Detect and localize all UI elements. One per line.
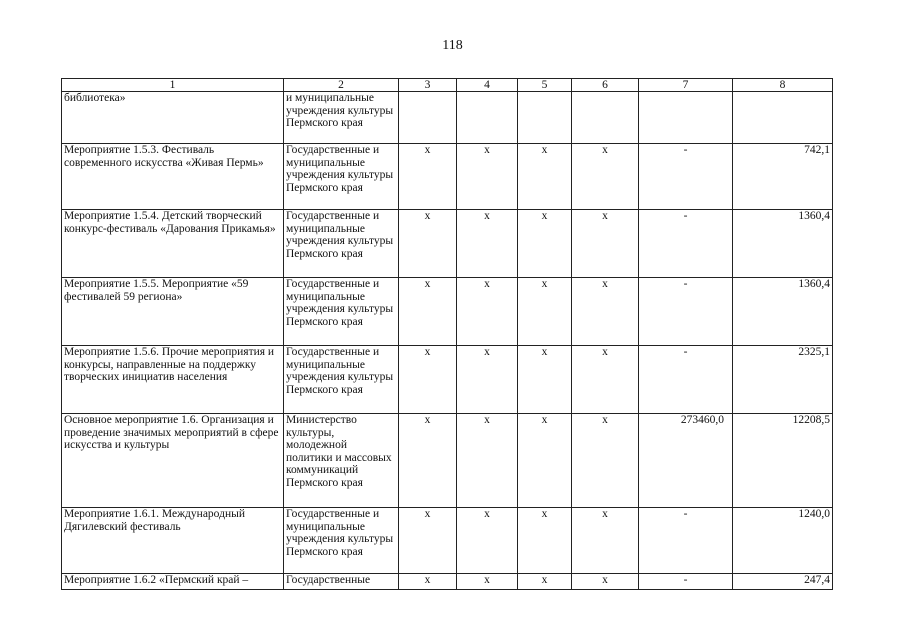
table-row — [62, 144, 833, 210]
col3-cell: х — [399, 144, 457, 210]
col8-cell: 1360,4 — [733, 278, 833, 346]
table-row — [62, 414, 833, 508]
table-row — [62, 210, 833, 278]
col-header-8: 8 — [733, 79, 833, 92]
col8-cell: 247,4 — [733, 574, 833, 590]
executor-cell: Государственные и муниципальные учреждения культуры Пермского края — [284, 278, 399, 346]
col5-cell: х — [518, 414, 572, 508]
col8-cell: 1360,4 — [733, 210, 833, 278]
event-name-cell: Мероприятие 1.5.6. Прочие мероприятия и конкурсы, направленные на поддержку творческих инициатив населения — [62, 346, 284, 414]
col6-cell: х — [572, 278, 639, 346]
col-header-2: 2 — [284, 79, 399, 92]
executor-cell: Государственные — [284, 574, 399, 590]
col7-cell — [639, 92, 733, 144]
col3-cell: х — [399, 278, 457, 346]
col5-cell: х — [518, 574, 572, 590]
event-name-cell: Мероприятие 1.6.2 «Пермский край – — [62, 574, 284, 590]
col7-cell: 273460,0 — [639, 414, 733, 508]
col4-cell: х — [457, 508, 518, 574]
event-name-cell: Мероприятие 1.6.1. Международный Дягилевский фестиваль — [62, 508, 284, 574]
col8-cell: 12208,5 — [733, 414, 833, 508]
col3-cell: х — [399, 210, 457, 278]
table-row — [62, 92, 833, 144]
col8-cell: 2325,1 — [733, 346, 833, 414]
col-header-6: 6 — [572, 79, 639, 92]
executor-cell: и муниципальные учреждения культуры Пермского края — [284, 92, 399, 144]
col3-cell — [399, 92, 457, 144]
col5-cell: х — [518, 508, 572, 574]
executor-cell: Государственные и муниципальные учреждения культуры Пермского края — [284, 210, 399, 278]
table-row — [62, 508, 833, 574]
col5-cell — [518, 92, 572, 144]
col3-cell: х — [399, 574, 457, 590]
col7-cell: - — [639, 508, 733, 574]
col7-cell: - — [639, 278, 733, 346]
col5-cell: х — [518, 278, 572, 346]
event-name-cell: Мероприятие 1.5.4. Детский творческий конкурс-фестиваль «Дарования Прикамья» — [62, 210, 284, 278]
page-number: 118 — [442, 38, 463, 53]
col-header-3: 3 — [399, 79, 457, 92]
data-table — [61, 78, 833, 590]
col4-cell: х — [457, 346, 518, 414]
executor-cell: Государственные и муниципальные учреждения культуры Пермского края — [284, 144, 399, 210]
table-row — [62, 574, 833, 590]
col6-cell: х — [572, 210, 639, 278]
col-header-1: 1 — [62, 79, 284, 92]
col-header-4: 4 — [457, 79, 518, 92]
col7-cell: - — [639, 144, 733, 210]
event-name-cell: Мероприятие 1.5.5. Мероприятие «59 фестивалей 59 региона» — [62, 278, 284, 346]
col8-cell — [733, 92, 833, 144]
col3-cell: х — [399, 508, 457, 574]
col3-cell: х — [399, 346, 457, 414]
col4-cell: х — [457, 574, 518, 590]
executor-cell: Министерство культуры, молодежной политики и массовых коммуникаций Пермского края — [284, 414, 399, 508]
col4-cell — [457, 92, 518, 144]
col4-cell: х — [457, 144, 518, 210]
col8-cell: 1240,0 — [733, 508, 833, 574]
col5-cell: х — [518, 346, 572, 414]
col-header-5: 5 — [518, 79, 572, 92]
event-name-cell: библиотека» — [62, 92, 284, 144]
header-row — [62, 79, 833, 92]
executor-cell: Государственные и муниципальные учреждения культуры Пермского края — [284, 346, 399, 414]
col3-cell: х — [399, 414, 457, 508]
col4-cell: х — [457, 210, 518, 278]
col6-cell — [572, 92, 639, 144]
col7-cell: - — [639, 210, 733, 278]
col-header-7: 7 — [639, 79, 733, 92]
col6-cell: х — [572, 574, 639, 590]
col6-cell: х — [572, 414, 639, 508]
col4-cell: х — [457, 278, 518, 346]
event-name-cell: Мероприятие 1.5.3. Фестиваль современного искусства «Живая Пермь» — [62, 144, 284, 210]
col8-cell: 742,1 — [733, 144, 833, 210]
col6-cell: х — [572, 144, 639, 210]
table-row — [62, 346, 833, 414]
col5-cell: х — [518, 210, 572, 278]
col6-cell: х — [572, 346, 639, 414]
col4-cell: х — [457, 414, 518, 508]
col7-cell: - — [639, 346, 733, 414]
event-name-cell: Основное мероприятие 1.6. Организация и проведение значимых мероприятий в сфере искусства и культуры — [62, 414, 284, 508]
col7-cell: - — [639, 574, 733, 590]
executor-cell: Государственные и муниципальные учреждения культуры Пермского края — [284, 508, 399, 574]
col5-cell: х — [518, 144, 572, 210]
table-row — [62, 278, 833, 346]
col6-cell: х — [572, 508, 639, 574]
